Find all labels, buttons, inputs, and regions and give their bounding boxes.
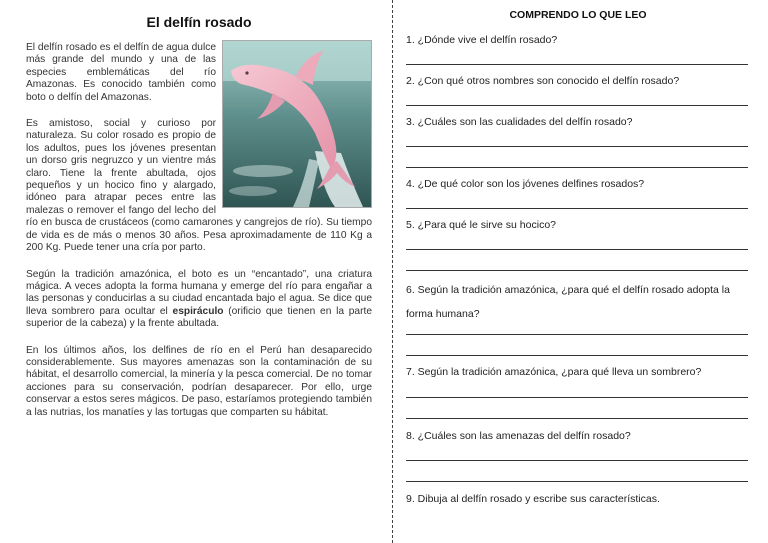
answer-line[interactable] <box>406 460 748 461</box>
answer-line[interactable] <box>406 418 748 419</box>
paragraph-2: Es amistoso, social y curioso por naturaleza. Su color rosado es propio de los adultos, pues los jóvenes presentan un dorso gris negruzco y un vientre más claro. Tiene la frente abultada, ojos pequeños y un hocico fino y alargado, idóneo para atrapar peces entre las malezas o remover el fango del lecho del río en busca de crustáceos (como camarones y cangrejos de río). Su tiempo de vida es de más o menos 30 años. Pesa aproximadamente de 110 Kg a 200 Kg. Puede tener una cría por parto. <box>26 118 372 254</box>
story-title: El delfín rosado <box>146 14 252 30</box>
paragraph-1: El delfín rosado es el delfín de agua dulce más grande del mundo y una de las especies emblemáticas del río Amazonas. Es conocido también como boto o delfín del Amazonas. <box>26 42 216 103</box>
question-3: 3. ¿Cuáles son las cualidades del delfín rosado? <box>406 116 633 128</box>
answer-line[interactable] <box>406 167 748 168</box>
answer-line[interactable] <box>406 64 748 65</box>
paragraph-3 <box>26 269 372 331</box>
paragraph-4: En los últimos años, los delfines de río en el Perú han desaparecido considerablemente. Sus mayores amenazas son la contaminación de su hábitat, el desarrollo comercial, la minería y la pesca comercial. De no tomar acciones para su conservación, podrían desaparecer. Por ello, urge conservar a estos seres mágicos. De paso, estaríamos protegiendo también a las nutrias, los manatíes y las tortugas que comparten su hábitat. <box>26 344 372 418</box>
question-6: 6. Según la tradición amazónica, ¿para qué el delfín rosado adopta la forma humana? <box>406 284 730 320</box>
term-espiraculo: espiráculo <box>172 305 224 317</box>
worksheet <box>406 0 750 505</box>
answer-line[interactable] <box>406 249 748 250</box>
answer-line[interactable] <box>406 397 748 398</box>
question-1: 1. ¿Dónde vive el delfín rosado? <box>406 34 558 46</box>
answer-line[interactable] <box>406 334 748 335</box>
pink-dolphin-photo <box>222 40 372 208</box>
dolphin-image <box>223 41 371 207</box>
paragraph-3-end: (orificio que tienen en la parte superior de la cabeza) y la frente abultada. <box>26 305 372 330</box>
answer-line[interactable] <box>406 105 748 106</box>
question-7: 7. Según la tradición amazónica, ¿para qué lleva un sombrero? <box>406 366 702 378</box>
answer-line[interactable] <box>406 208 748 209</box>
reading-passage <box>26 10 372 433</box>
question-9: 9. Dibuja al delfín rosado y escribe sus características. <box>406 493 660 505</box>
column-divider <box>392 0 393 543</box>
question-8: 8. ¿Cuáles son las amenazas del delfín rosado? <box>406 430 631 442</box>
question-5: 5. ¿Para qué le sirve su hocico? <box>406 219 556 231</box>
answer-line[interactable] <box>406 146 748 147</box>
paragraph-3-start: Según la tradición amazónica, el boto es un “encantado”, una criatura mágica. A veces adopta la forma humana y emerge del río para engañar a las personas y conducirlas a su ciudad encantada bajo el agua. Se dice que lleva sombrero para ocultar el <box>26 268 372 317</box>
question-4: 4. ¿De qué color son los jóvenes delfines rosados? <box>406 178 645 190</box>
answer-line[interactable] <box>406 270 748 271</box>
answer-line[interactable] <box>406 355 748 356</box>
question-2: 2. ¿Con qué otros nombres son conocido el delfín rosado? <box>406 75 680 87</box>
worksheet-title: COMPRENDO LO QUE LEO <box>509 9 647 21</box>
answer-line[interactable] <box>406 481 748 482</box>
